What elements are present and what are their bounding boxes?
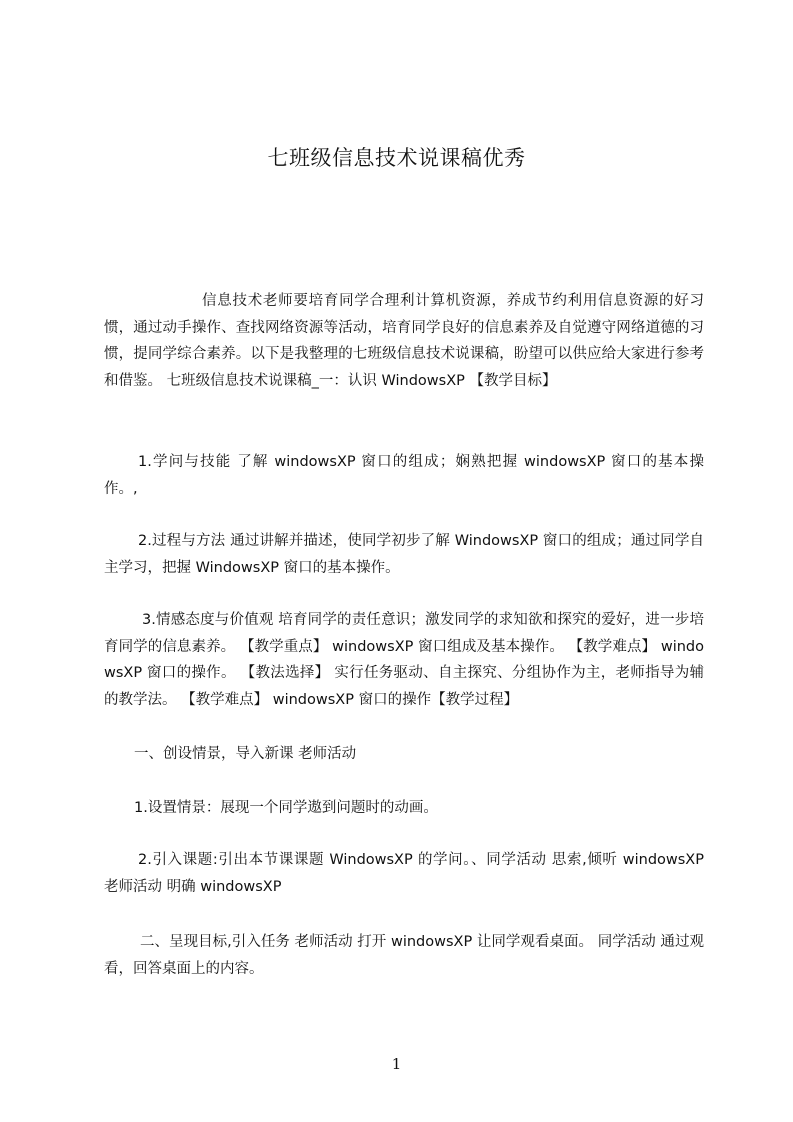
paragraph-intro: 信息技术老师要培育同学合理利计算机资源，养成节约利用信息资源的好习惯，通过动手操作、查找网络资源等活动，培育同学良好的信息素养及自觉遵守网络道德的习惯，提同学综合素养。以下是我整理的七班级信息技术说课稿，盼望可以供应给大家进行参考和借鉴。 七班级信息技术说课稿_一：认识 WindowsXP 【教学目标】 <box>104 293 704 389</box>
paragraph-process-method: 2.过程与方法 通过讲解并描述，使同学初步了解 WindowsXP 窗口的组成；通过同学自主学习，把握 WindowsXP 窗口的基本操作。 <box>104 533 704 576</box>
paragraph-section-two: 二、呈现目标,引入任务 老师活动 打开 windowsXP 让同学观看桌面。 同学活动 通过观看，回答桌面上的内容。 <box>104 934 704 977</box>
paragraph-knowledge-skills: 1.学问与技能 了解 windowsXP 窗口的组成；娴熟把握 windowsXP 窗口的基本操作。, <box>104 454 704 497</box>
paragraph-set-scene: 1.设置情景：展现一个同学遨到问题时的动画。 <box>134 800 438 816</box>
paragraph-section-one-heading: 一、创设情景，导入新课 老师活动 <box>134 746 357 762</box>
paragraph-emotion-values: 3.情感态度与价值观 培育同学的责任意识；激发同学的求知欲和探究的爱好，进一步培育同学的信息素养。 【教学重点】 windowsXP 窗口组成及基本操作。 【教学难点】 windowsXP 窗口的操作。 【教法选择】 实行任务驱动、自主探究、分组协作为主，老师指导为辅的教学法。 【教学难点】 windowsXP 窗口的操作【教学过程】 <box>104 612 704 708</box>
paragraph-introduce-topic: 2.引入课题:引出本节课课题 WindowsXP 的学问。、同学活动 思索,倾听 windowsXP 老师活动 明确 windowsXP <box>104 852 704 895</box>
document-title: 七班级信息技术说课稿优秀 <box>267 146 526 170</box>
page-number: 1 <box>391 1055 402 1073</box>
